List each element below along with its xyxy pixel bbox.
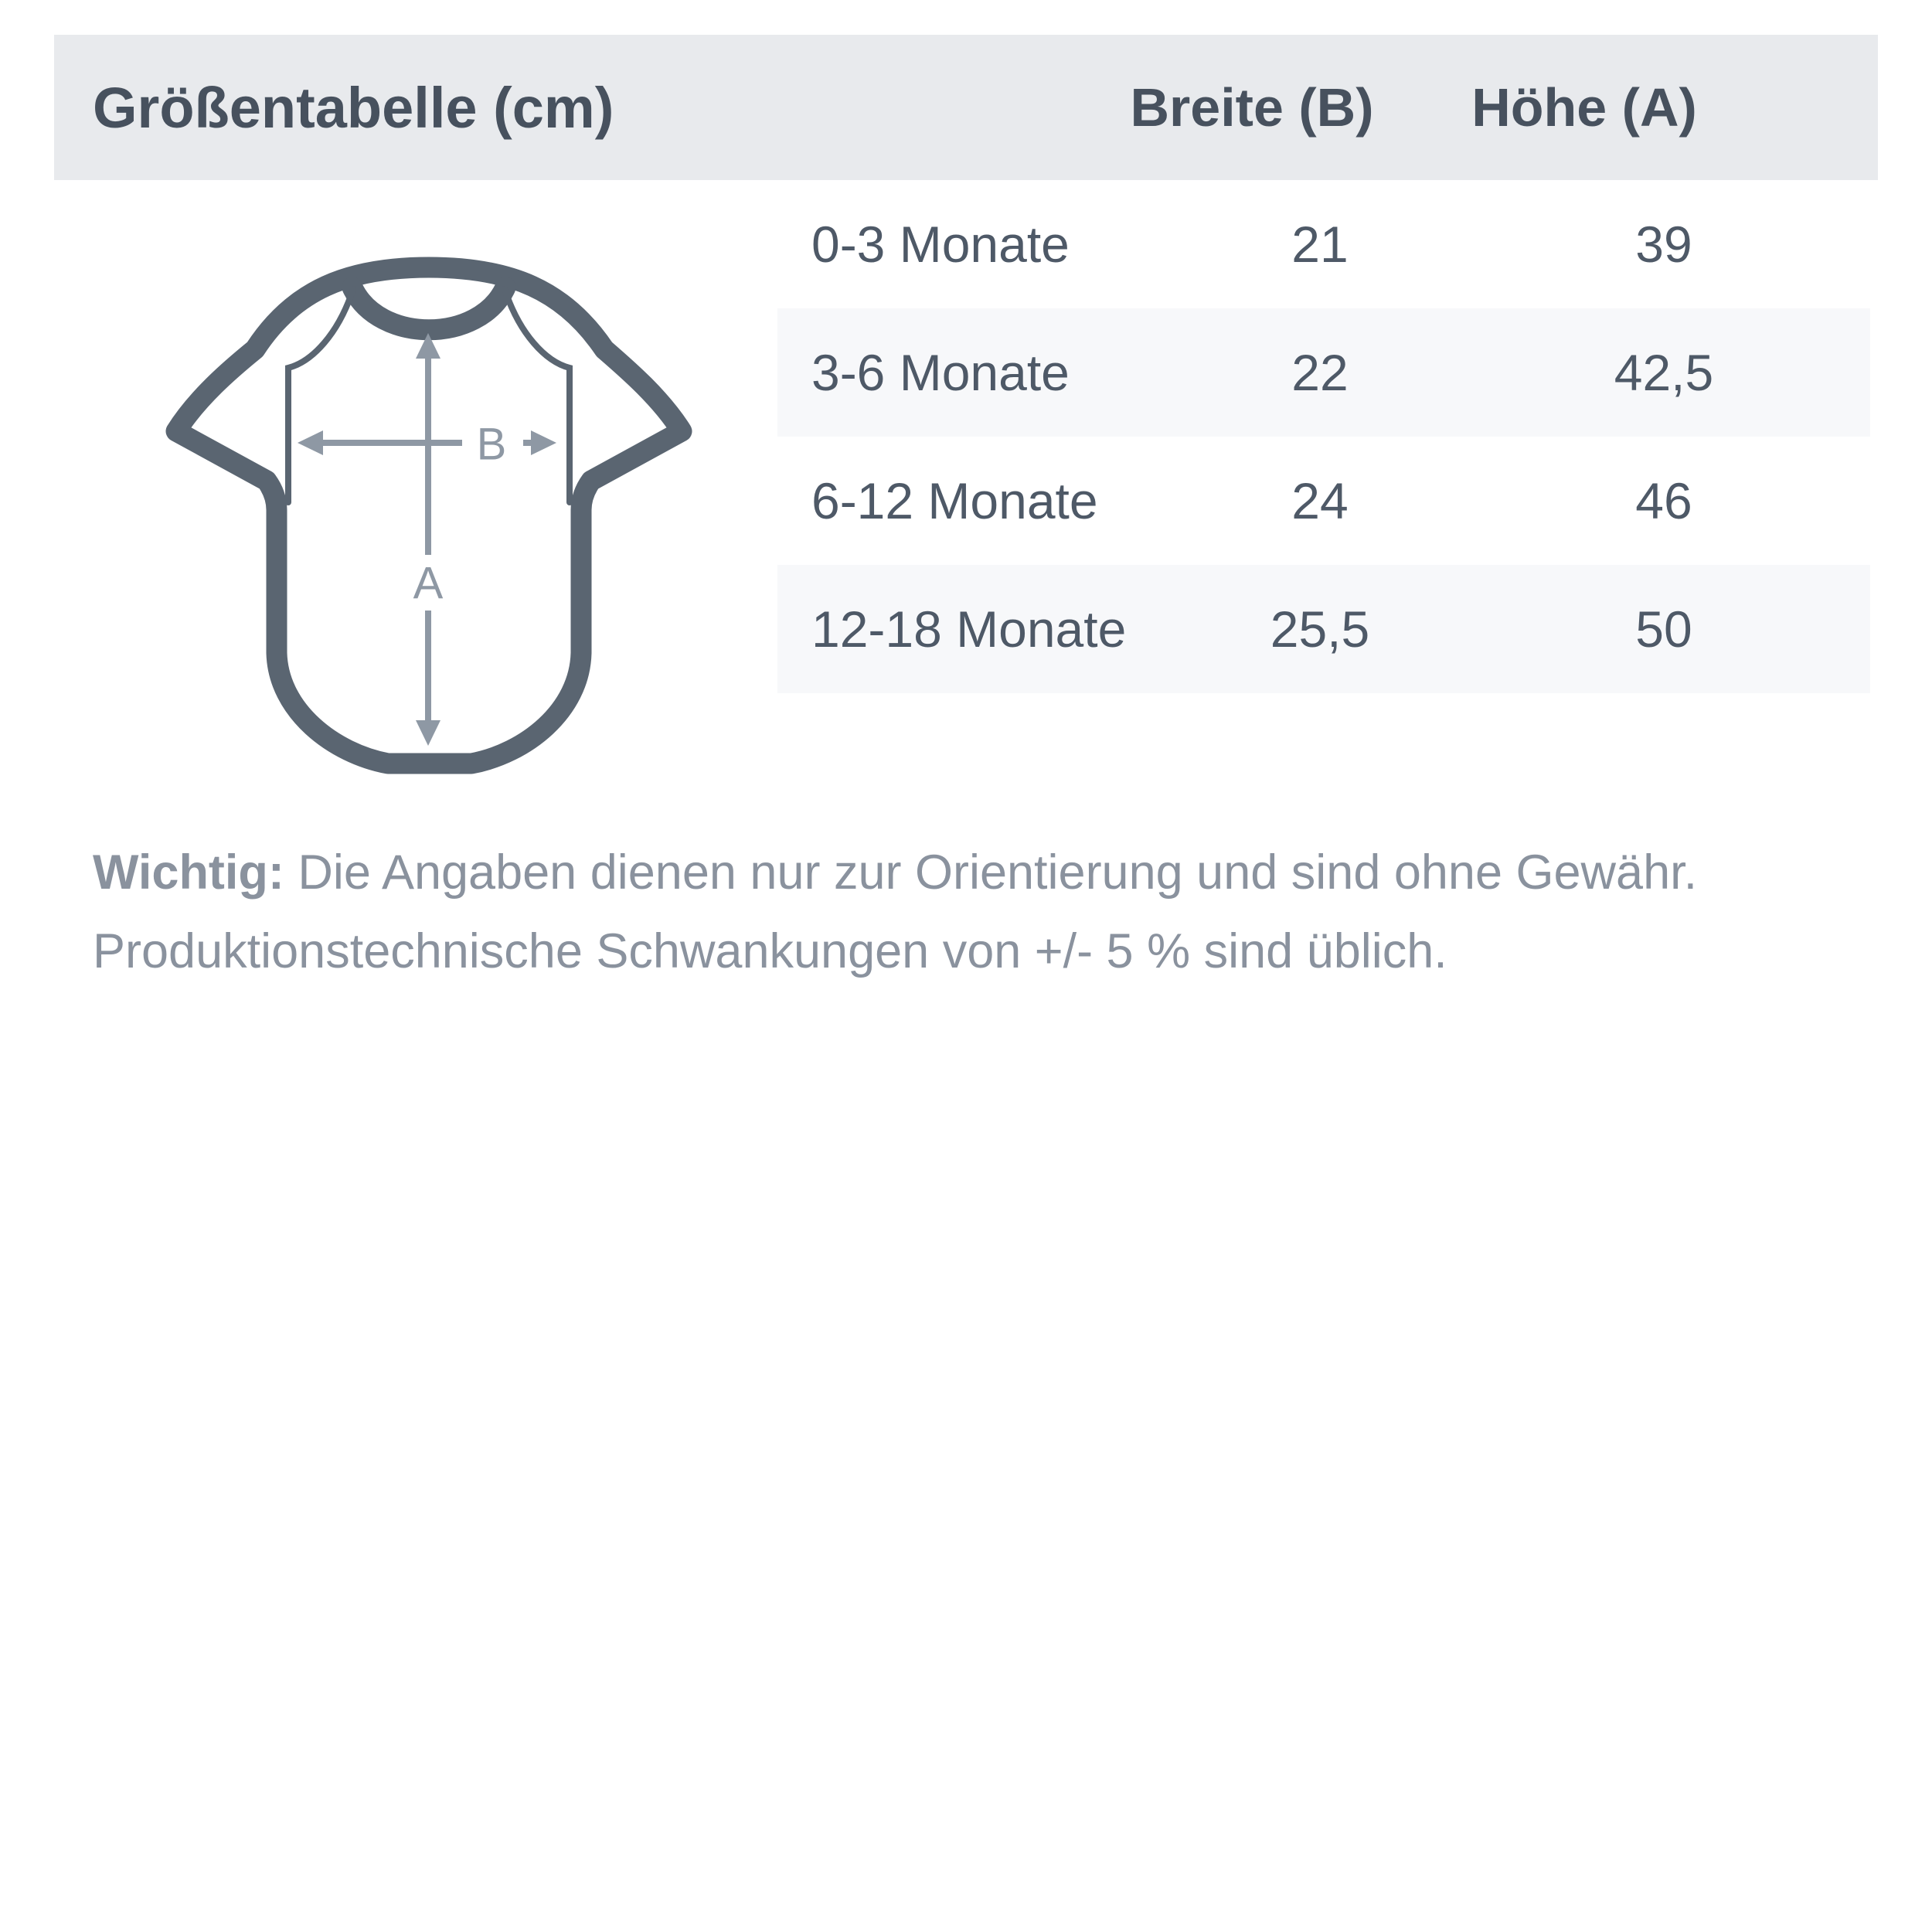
hoehe-value: 46	[1635, 472, 1692, 529]
table-row	[777, 180, 1870, 308]
footer-line-2: Produktionstechnische Schwankungen von +/- 5 % sind üblich.	[93, 924, 1447, 978]
size-table	[777, 180, 1870, 693]
row-label: 6-12 Monate	[811, 472, 1098, 529]
table-row	[777, 437, 1870, 565]
table-row	[777, 565, 1870, 693]
height-arrow-label: A	[413, 558, 444, 609]
table-row	[777, 308, 1870, 437]
breite-value: 25,5	[1270, 600, 1370, 658]
column-header-hoehe: Höhe (A)	[1471, 77, 1697, 138]
breite-value: 22	[1291, 344, 1349, 401]
hoehe-value: 50	[1635, 600, 1692, 658]
footer-line-1-text: Die Angaben dienen nur zur Orientierung und sind ohne Gewähr.	[298, 845, 1698, 900]
column-header-breite: Breite (B)	[1130, 77, 1374, 138]
row-label: 3-6 Monate	[811, 344, 1070, 401]
width-arrow-label: B	[476, 419, 507, 470]
hoehe-value: 42,5	[1614, 344, 1714, 401]
wichtig-label: Wichtig:	[93, 845, 284, 900]
footer-line-1	[93, 833, 1862, 912]
row-label: 0-3 Monate	[811, 216, 1070, 273]
footer-note	[93, 833, 1862, 991]
table-header-bar	[54, 35, 1878, 180]
bodysuit-diagram	[139, 232, 726, 819]
breite-value: 24	[1291, 472, 1349, 529]
breite-value: 21	[1291, 216, 1349, 273]
hoehe-value: 39	[1635, 216, 1692, 273]
page-title: Größentabelle (cm)	[93, 75, 614, 140]
row-label: 12-18 Monate	[811, 600, 1127, 658]
